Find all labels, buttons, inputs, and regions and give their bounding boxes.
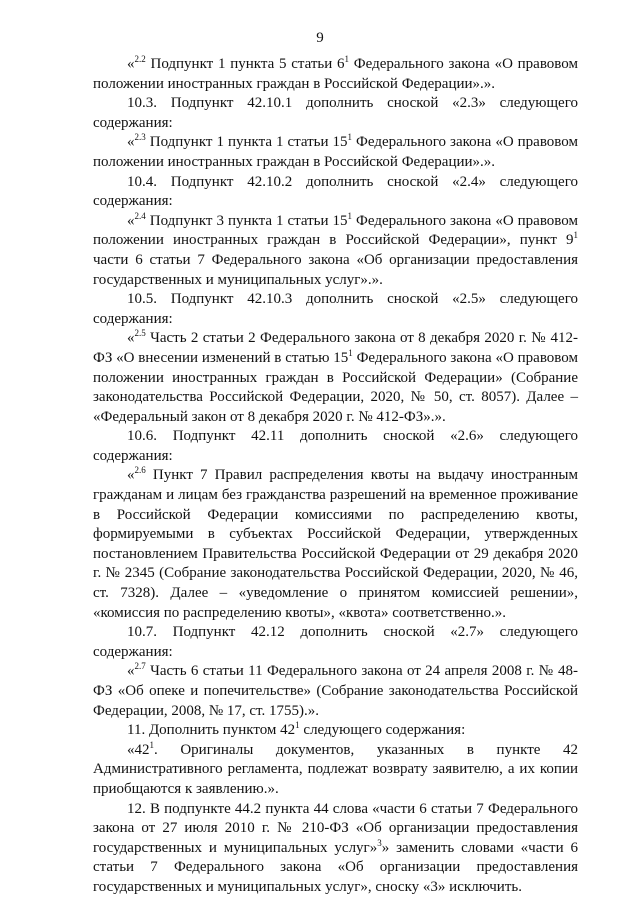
- text-run: «: [127, 212, 135, 229]
- text-run: части 6 статьи 7 Федерального закона «Об организации предоставления государственных и муниципальных услуг».».: [93, 251, 578, 288]
- paragraph-p5: [93, 212, 578, 290]
- footnote-mark: 1: [573, 230, 578, 241]
- text-run: 10.5. Подпункт 42.10.3 дополнить сноской «2.5» следующего содержания:: [93, 291, 578, 327]
- text-run: Федерального закона «О правовом положении иностранных граждан в Российской Федерации».».: [93, 56, 578, 92]
- footnote-mark: 1: [344, 54, 350, 64]
- footnote-mark: 1: [295, 720, 300, 731]
- paragraph-p11: [93, 662, 578, 721]
- text-run: «: [127, 330, 135, 347]
- text-run: 11. Дополнить пунктом 42: [127, 722, 296, 739]
- document-body: [93, 55, 578, 898]
- paragraph-p1: [93, 55, 578, 94]
- paragraph-p10: [93, 623, 578, 662]
- footnote-mark: 2.5: [134, 328, 146, 339]
- text-run: «: [127, 56, 135, 72]
- text-run: «: [127, 663, 135, 680]
- text-run: 10.4. Подпункт 42.10.2 дополнить сноской «2.4» следующего содержания:: [93, 173, 578, 210]
- paragraph-p8: [93, 427, 578, 466]
- text-run: Пункт 7 Правил распределения квоты на выдачу иностранным гражданам и лицам без гражданства разрешений на временное проживание в Российской Федерации комиссиями по распределению квоты, формируемыми в субъектах Российской Федерации, утвержденных постановлением Правительства Российской Федерации от 29 декабря 2020 г. № 2345 (Собрание законодательства Российской Федерации, 2020, № 46, ст. 7328). Далее – «уведомление о принятом комиссией решении», «комиссия по распределению квоты», «квота» соответственно.».: [93, 467, 578, 621]
- text-run: Подпункт 1 пункта 1 статьи 15: [145, 134, 348, 151]
- paragraph-p9: [93, 466, 578, 623]
- page-number: 9: [316, 30, 324, 46]
- text-run: Федерального закона «О правовом положении иностранных граждан в Российской Федерации», пункт 9: [93, 212, 578, 249]
- paragraph-p6: [93, 290, 578, 329]
- text-run: Подпункт 3 пункта 1 статьи 15: [145, 212, 348, 229]
- text-run: следующего содержания:: [299, 722, 466, 739]
- text-run: Подпункт 1 пункта 5 статьи 6: [145, 56, 345, 72]
- text-run: «42: [127, 741, 150, 758]
- text-run: 12. В подпункте 44.2 пункта 44 слова «части 6 статьи 7 Федерального закона от 27 июля 2010 г. № 210-ФЗ «Об организации предоставления государственных и муниципальных услуг»: [93, 800, 578, 856]
- paragraph-p4: [93, 173, 578, 212]
- text-run: 10.7. Подпункт 42.12 дополнить сноской «2.7» следующего содержания:: [93, 624, 578, 660]
- paragraph-p2: [93, 94, 578, 133]
- footnote-mark: 1: [347, 132, 353, 143]
- footnote-mark: 1: [149, 739, 154, 750]
- text-run: Федерального закона «О правовом положении иностранных граждан в Российской Федерации».».: [93, 134, 578, 170]
- paragraph-p13: [93, 741, 578, 800]
- text-run: «: [127, 134, 135, 151]
- text-run: Часть 6 статьи 11 Федерального закона от 24 апреля 2008 г. № 48-ФЗ «Об опеке и попечительстве» (Собрание законодательства Российской Федерации, 2008, № 17, ст. 1755).».: [93, 663, 578, 719]
- text-run: » заменить словами «части 6 статьи 7 Федерального закона «Об организации предоставления государственных и муниципальных услуг», сноску «3» исключить.: [93, 839, 578, 895]
- text-run: 10.3. Подпункт 42.10.1 дополнить сноской «2.3» следующего содержания:: [93, 95, 578, 131]
- paragraph-p12: [93, 721, 578, 741]
- text-run: . Оригиналы документов, указанных в пункте 42 Административного регламента, подлежат возврату заявителю, а их копии приобщаются к заявлению.».: [93, 741, 578, 797]
- footnote-mark: 1: [348, 347, 353, 358]
- text-run: Федерального закона «О правовом положении иностранных граждан в Российской Федерации» (Собрание законодательства Российской Федерации, 2020, № 50, ст. 8057). Далее – «Федеральный закон от 8 декабря 2020 г. № 412-ФЗ».».: [93, 349, 578, 425]
- text-run: «: [127, 467, 135, 484]
- paragraph-p3: [93, 133, 578, 172]
- footnote-mark: 2.2: [134, 54, 146, 64]
- text-run: 10.6. Подпункт 42.11 дополнить сноской «2.6» следующего содержания:: [93, 428, 578, 464]
- footnote-mark: 2.3: [134, 132, 146, 143]
- footnote-mark: 1: [347, 210, 353, 221]
- footnote-mark: 2.6: [134, 465, 146, 476]
- paragraph-p7: [93, 329, 578, 427]
- text-run: Часть 2 статьи 2 Федерального закона от 8 декабря 2020 г. № 412-ФЗ «О внесении изменений в статью 15: [93, 330, 578, 366]
- footnote-mark: 2.4: [134, 210, 146, 221]
- paragraph-p14: [93, 800, 578, 898]
- footnote-mark: 3: [377, 837, 382, 848]
- footnote-mark: 2.7: [134, 661, 146, 672]
